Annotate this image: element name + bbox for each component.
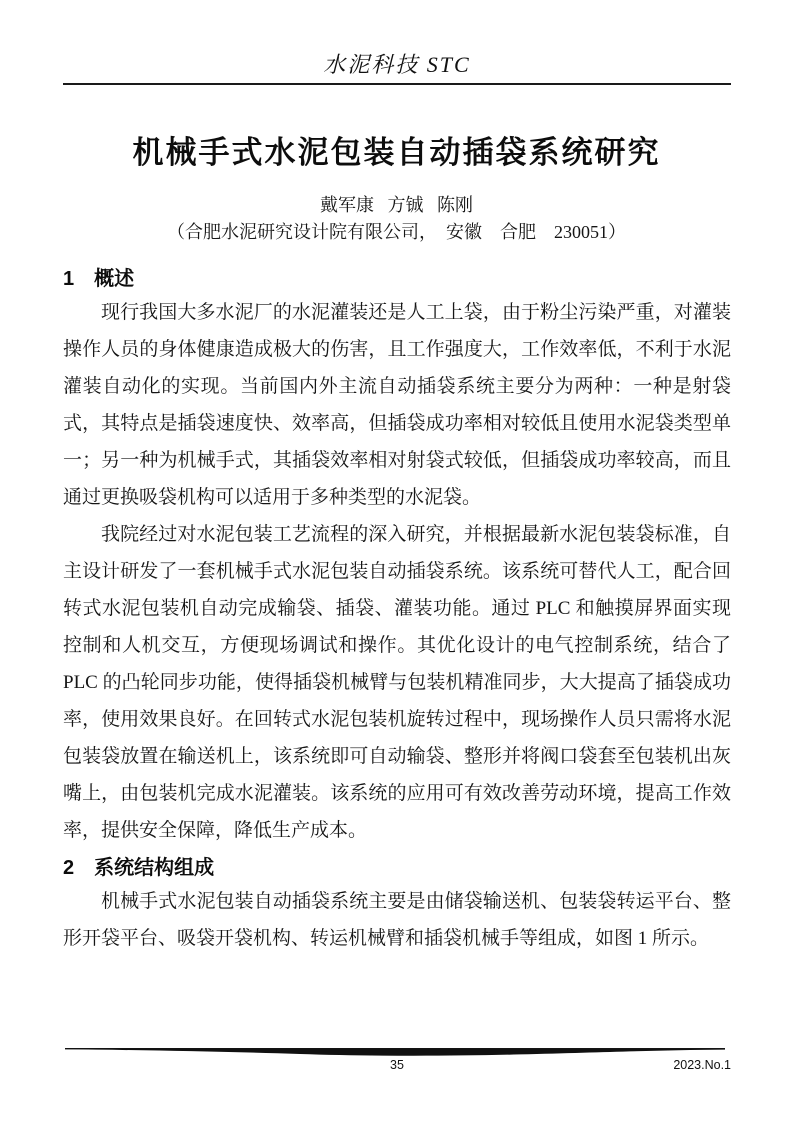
section-1-paragraph-1: 现行我国大多水泥厂的水泥灌装还是人工上袋，由于粉尘污染严重，对灌装操作人员的身体健康造成极大的伤害，且工作强度大，工作效率低，不利于水泥灌装自动化的实现。当前国内外主流自动插袋系统主要分为两种：一种是射袋式，其特点是插袋速度快、效率高，但插袋成功率相对较低且使用水泥袋类型单一；另一种为机械手式，其插袋效率相对射袋式较低，但插袋成功率较高，而且通过更换吸袋机构可以适用于多种类型的水泥袋。 (63, 302, 731, 508)
section-1-paragraph-2: 我院经过对水泥包装工艺流程的深入研究，并根据最新水泥包装袋标准，自主设计研发了一套机械手式水泥包装自动插袋系统。该系统可替代人工，配合回转式水泥包装机自动完成输袋、插袋、灌装功能。通过 PLC 和触摸屏界面实现控制和人机交互，方便现场调试和操作。其优化设计的电气控制系统，结合了 PLC 的凸轮同步功能，使得插袋机械臂与包装机精准同步，大大提高了插袋成功率，使用效果良好。在回转式水泥包装机旋转过程中，现场操作人员只需将水泥包装袋放置在输送机上，该系统即可自动输袋、整形并将阀口袋套至包装机出灰嘴上，由包装机完成水泥灌装。该系统的应用可有效改善劳动环境，提高工作效率，提供安全保障，降低生产成本。 (63, 524, 731, 841)
journal-header-title: 水泥科技 STC (323, 52, 471, 77)
section-heading-2 (63, 853, 731, 883)
footer-rule (65, 1046, 725, 1058)
section-heading-1 (63, 264, 731, 294)
header-divider (63, 83, 731, 85)
article-authors: 戴军康 方铖 陈刚 (320, 195, 473, 215)
footer-page-number: 35 (390, 1058, 404, 1072)
article-title: 机械手式水泥包装自动插袋系统研究 (132, 135, 661, 170)
footer (63, 1058, 731, 1076)
article-affiliation: （合肥水泥研究设计院有限公司， 安徽 合肥 230051） (167, 222, 626, 242)
section-2-title: 系统结构组成 (94, 857, 215, 879)
footer-issue-label: 2023.No.1 (673, 1058, 731, 1072)
section-1-title: 概述 (94, 268, 135, 290)
section-structure (63, 847, 731, 957)
section-2-number: 2 (63, 857, 75, 879)
section-overview (63, 258, 731, 849)
section-1-number: 1 (63, 268, 75, 290)
section-2-paragraph-1: 机械手式水泥包装自动插袋系统主要是由储袋输送机、包装袋转运平台、整形开袋平台、吸袋开袋机构、转运机械臂和插袋机械手等组成，如图 1 所示。 (63, 891, 731, 949)
